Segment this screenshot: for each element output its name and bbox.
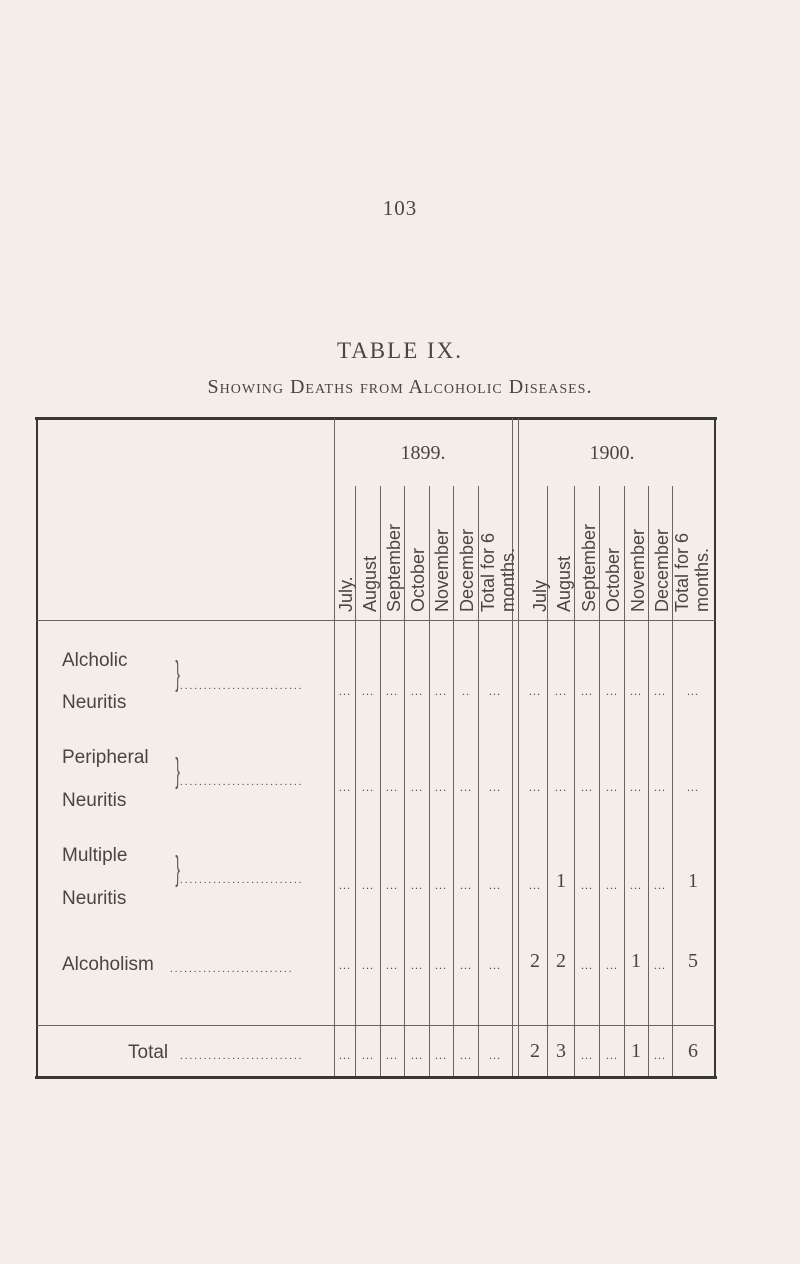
table-cell: ...: [411, 878, 423, 892]
header-1899-total: Total for 6 months.: [478, 532, 518, 612]
table-cell: ...: [489, 684, 501, 698]
table-cell: ...: [654, 878, 666, 892]
row-label-line1: Alcholic: [62, 650, 128, 671]
table-cell: ...: [411, 958, 423, 972]
table-cell: ...: [339, 684, 351, 698]
table-cell: ...: [460, 780, 472, 794]
table-cell: 1: [688, 870, 698, 892]
table-cell: 2: [530, 950, 540, 972]
leader-dots: ..........................: [180, 874, 304, 886]
row-label-line2: Neuritis: [62, 790, 127, 811]
table-cell: ...: [362, 780, 374, 794]
header-1900-july: July: [530, 579, 550, 612]
year-1900: 1900.: [589, 442, 635, 464]
table-subtitle: Showing Deaths from Alcoholic Diseases.: [207, 376, 593, 398]
header-1900-august: August: [554, 555, 574, 612]
leader-dots: ..........................: [180, 680, 304, 692]
table-cell: ...: [529, 878, 541, 892]
table-cell: ...: [386, 878, 398, 892]
header-1899-october: October: [408, 547, 428, 612]
header-1900-september: September: [579, 523, 599, 612]
total-separator: [37, 1025, 715, 1026]
row-label-line1: Multiple: [62, 845, 128, 866]
total-cell: ...: [411, 1048, 423, 1062]
table-cell: 1: [631, 950, 641, 972]
table-cell: ...: [411, 684, 423, 698]
table-cell: ...: [339, 780, 351, 794]
row-label-line2: Neuritis: [62, 888, 127, 909]
header-1900-total: Total for 6 months.: [672, 532, 712, 612]
table-cell: 2: [556, 950, 566, 972]
total-cell: ...: [362, 1048, 374, 1062]
brace-icon: }: [175, 752, 180, 790]
leader-dots: ..........................: [180, 776, 304, 788]
row-label-line2: Neuritis: [62, 692, 127, 713]
table-cell: ...: [386, 958, 398, 972]
top-rule: [35, 417, 717, 420]
table-cell: ...: [687, 684, 699, 698]
table-cell: ...: [654, 958, 666, 972]
year-1899: 1899.: [400, 442, 446, 464]
table-cell: ...: [339, 958, 351, 972]
table-cell: ...: [581, 958, 593, 972]
table-cell: ...: [529, 684, 541, 698]
brace-icon: }: [175, 655, 180, 693]
table-cell: 1: [556, 870, 566, 892]
table-cell: ...: [460, 958, 472, 972]
header-1899-july: July.: [336, 576, 356, 612]
total-cell: ...: [654, 1048, 666, 1062]
table-cell: ...: [630, 780, 642, 794]
total-cell: ...: [435, 1048, 447, 1062]
table-cell: ...: [362, 958, 374, 972]
table-cell: ...: [411, 780, 423, 794]
table-cell: ...: [529, 780, 541, 794]
total-cell: 3: [556, 1040, 566, 1062]
header-1899-august: August: [360, 555, 380, 612]
table-cell: ...: [555, 780, 567, 794]
table-cell: ...: [435, 958, 447, 972]
header-1899-september: September: [384, 523, 404, 612]
bottom-rule: [35, 1076, 717, 1079]
page-number: 103: [382, 196, 418, 220]
row-label-line1: Alcoholism: [62, 954, 154, 975]
total-cell: ...: [489, 1048, 501, 1062]
table-title: TABLE IX.: [336, 338, 464, 363]
table-cell: ...: [606, 958, 618, 972]
table-cell: ...: [630, 878, 642, 892]
row-label-line1: Peripheral: [62, 747, 149, 768]
table-cell: ...: [581, 684, 593, 698]
table-cell: ...: [489, 878, 501, 892]
total-cell: 1: [631, 1040, 641, 1062]
brace-icon: }: [175, 850, 180, 888]
total-cell: ...: [460, 1048, 472, 1062]
table-cell: ...: [654, 780, 666, 794]
total-cell: ...: [606, 1048, 618, 1062]
table-cell: ...: [687, 780, 699, 794]
table-cell: ...: [339, 878, 351, 892]
leader-dots: ..........................: [170, 963, 294, 975]
table-cell: ...: [386, 684, 398, 698]
table-cell: 5: [688, 950, 698, 972]
table-cell: ...: [555, 684, 567, 698]
table-cell: ...: [606, 780, 618, 794]
total-cell: 2: [530, 1040, 540, 1062]
table-cell: ...: [362, 878, 374, 892]
table-cell: ...: [435, 780, 447, 794]
left-border: [36, 418, 38, 1078]
table-cell: ...: [489, 780, 501, 794]
table-cell: ...: [654, 684, 666, 698]
table-cell: ...: [362, 684, 374, 698]
table-cell: ...: [435, 684, 447, 698]
table-cell: ...: [606, 878, 618, 892]
table-cell: ...: [489, 958, 501, 972]
total-cell: ...: [386, 1048, 398, 1062]
header-1899-december: December: [457, 528, 477, 612]
total-cell: ...: [339, 1048, 351, 1062]
table-cell: ...: [435, 878, 447, 892]
total-label: Total: [128, 1042, 169, 1063]
table-cell: ...: [606, 684, 618, 698]
table-cell: ...: [460, 878, 472, 892]
total-cell: 6: [688, 1040, 698, 1062]
leader-dots: ..........................: [180, 1050, 304, 1062]
header-1900-november: November: [628, 528, 648, 612]
header-1900-october: October: [603, 547, 623, 612]
header-separator: [37, 620, 715, 621]
total-cell: ...: [581, 1048, 593, 1062]
header-1899-november: November: [432, 528, 452, 612]
table-cell: ...: [581, 780, 593, 794]
table-cell: ..: [462, 684, 470, 698]
table-cell: ...: [581, 878, 593, 892]
table-cell: ...: [386, 780, 398, 794]
right-border: [714, 418, 716, 1078]
header-1900-december: December: [652, 528, 672, 612]
table-cell: ...: [630, 684, 642, 698]
